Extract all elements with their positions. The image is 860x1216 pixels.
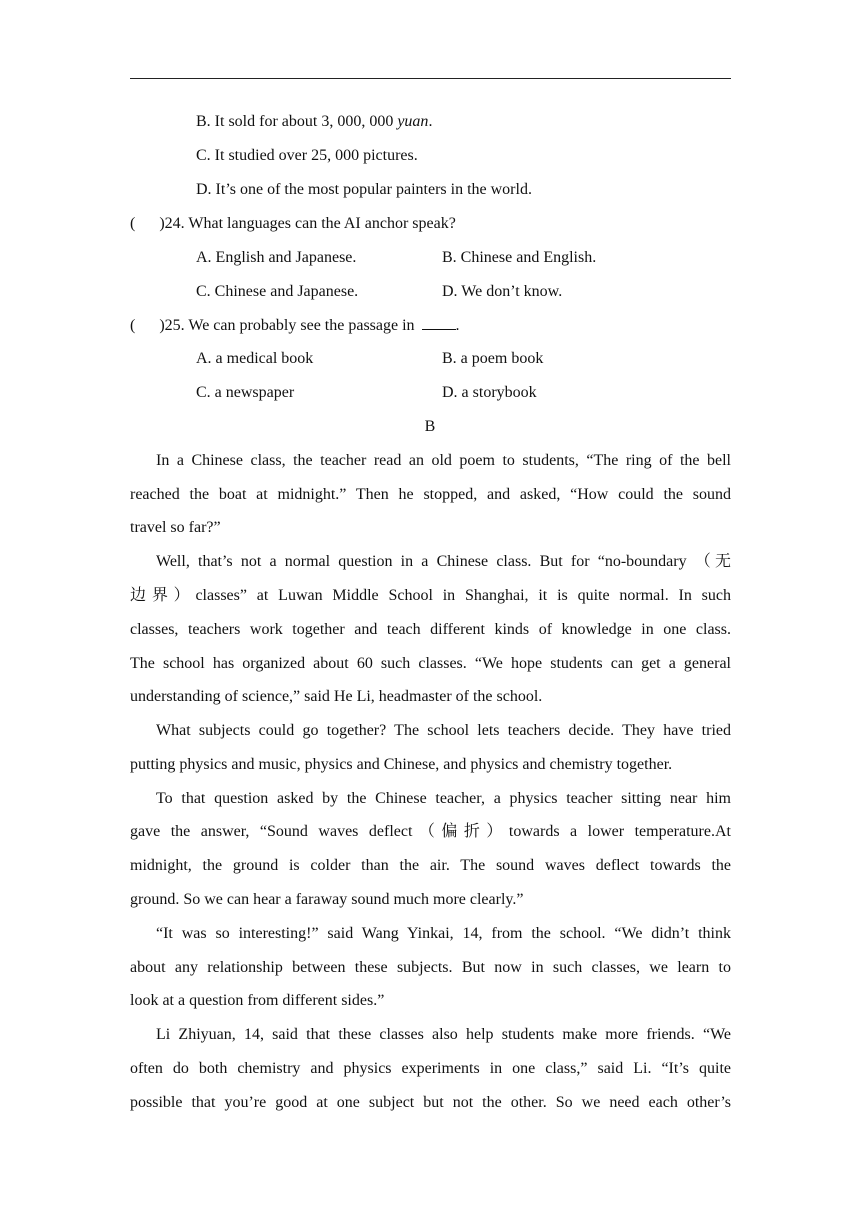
passage-line: reached the boat at midnight.” Then he stopped, and asked, “How could the sound bbox=[130, 486, 731, 503]
option-25-d: D. a storybook bbox=[442, 384, 537, 401]
option-23-d: D. It’s one of the most popular painters in the world. bbox=[196, 181, 532, 198]
passage-line: look at a question from different sides.” bbox=[130, 992, 385, 1009]
passage-line: Li Zhiyuan, 14, said that these classes also help students make more friends. “We bbox=[156, 1026, 731, 1043]
section-label: B bbox=[424, 418, 436, 435]
passage-line: putting physics and music, physics and Chinese, and physics and chemistry together. bbox=[130, 756, 673, 773]
passage-line: “It was so interesting!” said Wang Yinkai, 14, from the school. “We didn’t think bbox=[156, 925, 731, 942]
option-24-c: C. Chinese and Japanese. bbox=[196, 283, 359, 300]
question-25: ( )25. We can probably see the passage in . bbox=[130, 317, 460, 334]
passage-line: understanding of science,” said He Li, headmaster of the school. bbox=[130, 688, 543, 705]
passage-line: The school has organized about 60 such classes. “We hope students can get a general bbox=[130, 655, 731, 672]
passage-line: travel so far?” bbox=[130, 519, 221, 536]
passage-line: midnight, the ground is colder than the air. The sound waves deflect towards the bbox=[130, 857, 731, 874]
passage-line: about any relationship between these subjects. But now in such classes, we learn to bbox=[130, 959, 731, 976]
answer-paren: ( ) bbox=[130, 215, 165, 232]
option-24-a: A. English and Japanese. bbox=[196, 249, 357, 266]
passage-line: classes, teachers work together and teach different kinds of knowledge in one class. bbox=[130, 621, 731, 638]
passage-line: possible that you’re good at one subject but not the other. So we need each other’s bbox=[130, 1094, 731, 1111]
header-rule bbox=[130, 78, 731, 79]
passage-line: often do both chemistry and physics experiments in one class,” said Li. “It’s quite bbox=[130, 1060, 731, 1077]
option-24-b: B. Chinese and English. bbox=[442, 249, 597, 266]
option-25-a: A. a medical book bbox=[196, 350, 314, 367]
passage-line: ground. So we can hear a faraway sound much more clearly.” bbox=[130, 891, 524, 908]
option-25-b: B. a poem book bbox=[442, 350, 544, 367]
option-24-d: D. We don’t know. bbox=[442, 283, 563, 300]
answer-paren: ( ) bbox=[130, 317, 165, 334]
option-23-b: B. It sold for about 3, 000, 000 yuan. bbox=[196, 113, 433, 130]
option-23-c: C. It studied over 25, 000 pictures. bbox=[196, 147, 418, 164]
passage-line: In a Chinese class, the teacher read an old poem to students, “The ring of the bell bbox=[156, 452, 731, 469]
passage-line: gave the answer, “Sound waves deflect（偏折）towards a lower temperature.At bbox=[130, 823, 731, 840]
option-25-c: C. a newspaper bbox=[196, 384, 295, 401]
question-24: ( )24. What languages can the AI anchor speak? bbox=[130, 215, 456, 232]
answer-blank bbox=[422, 315, 456, 330]
passage-line: Well, that’s not a normal question in a Chinese class. But for “no-boundary （无 bbox=[156, 553, 731, 570]
passage-line: To that question asked by the Chinese teacher, a physics teacher sitting near him bbox=[156, 790, 731, 807]
passage-line: What subjects could go together? The school lets teachers decide. They have tried bbox=[156, 722, 731, 739]
passage-line: 边界）classes” at Luwan Middle School in Shanghai, it is quite normal. In such bbox=[130, 587, 731, 604]
